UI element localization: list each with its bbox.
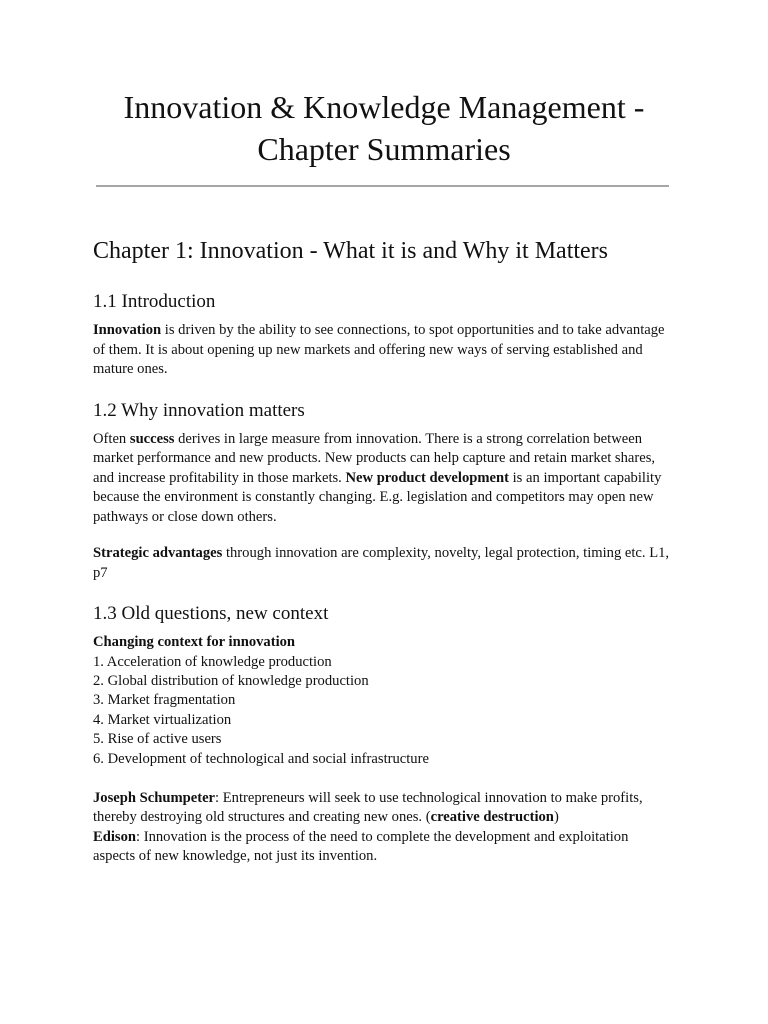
- paragraph-text: : Entrepreneurs will seek to use technological innovation to make profits, thereby destroying old structures and creating new ones. (: [93, 789, 643, 826]
- bold-term: Changing context for innovation: [93, 634, 296, 650]
- changing-context-list: [93, 653, 673, 769]
- introduction-paragraph: [93, 321, 673, 380]
- paragraph-text: ): [553, 809, 559, 826]
- title-divider: [96, 185, 669, 187]
- bold-term: Joseph Schumpeter: [93, 789, 216, 806]
- section-heading-why-innovation-matters: 1.2 Why innovation matters: [93, 399, 305, 421]
- section-heading-introduction: 1.1 Introduction: [93, 291, 216, 312]
- document-title-line-2: Chapter Summaries: [257, 131, 511, 167]
- paragraph-text: is an important capability because the environment is constantly changing. E.g. legislation and competitors may open new pathways or close down others.: [93, 469, 662, 525]
- bold-term: Innovation: [93, 322, 162, 338]
- spacer: [93, 769, 673, 789]
- paragraph-text: : Innovation is the process of the need to complete the development and exploitation aspects of new knowledge, not just its invention.: [93, 828, 629, 865]
- list-item: 5. Rise of active users: [93, 731, 222, 748]
- section-heading-old-questions: 1.3 Old questions, new context: [93, 603, 329, 624]
- schumpeter-paragraph: [93, 789, 673, 828]
- bold-term: New product development: [345, 469, 509, 486]
- why-innovation-paragraph: [93, 430, 673, 528]
- list-item: 6. Development of technological and social infrastructure: [93, 750, 429, 767]
- strategic-advantages-paragraph: [93, 544, 673, 583]
- paragraph-text: is driven by the ability to see connections, to spot opportunities and to take advantage of them. It is about opening up new markets and offering new ways of serving established and mature ones.: [93, 322, 665, 377]
- document-title-line-1: Innovation & Knowledge Management -: [123, 89, 645, 125]
- chapter-heading: Chapter 1: Innovation - What it is and Why it Matters: [93, 238, 609, 264]
- document-title: [60, 86, 708, 170]
- list-item: 1. Acceleration of knowledge production: [93, 653, 332, 670]
- list-item: 3. Market fragmentation: [93, 692, 236, 709]
- list-title: [93, 633, 673, 653]
- spacer: [93, 527, 673, 544]
- bold-term: success: [129, 430, 175, 447]
- paragraph-text: through innovation are complexity, novelty, legal protection, timing etc. L1, p7: [93, 545, 670, 581]
- bold-term: Strategic advantages: [93, 545, 223, 561]
- spacer: [93, 380, 673, 398]
- document-body: [93, 233, 673, 867]
- list-item: 2. Global distribution of knowledge production: [93, 672, 369, 689]
- bold-term: Edison: [93, 828, 136, 845]
- paragraph-text: derives in large measure from innovation. There is a strong correlation between market performance and new products. New products can help capture and retain market shares, and increase profitability in those markets.: [93, 430, 656, 486]
- spacer: [93, 583, 673, 601]
- paragraph-text: Often: [93, 430, 130, 447]
- list-item: 4. Market virtualization: [93, 711, 232, 728]
- bold-term: creative destruction: [430, 809, 554, 826]
- edison-paragraph: [93, 828, 673, 867]
